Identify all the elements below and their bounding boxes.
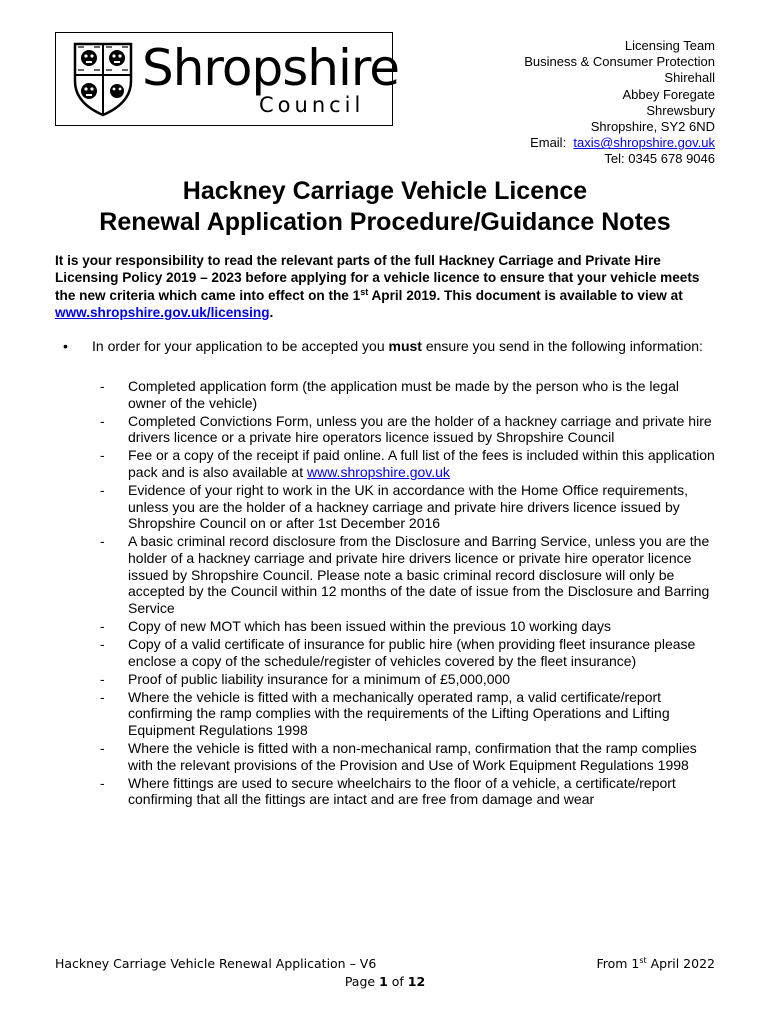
intro-sup: st — [360, 286, 369, 297]
requirement-item — [100, 740, 720, 773]
page-label: Page — [344, 974, 380, 989]
dash-marker: - — [100, 635, 105, 652]
requirement-text: Fee or a copy of the receipt if paid online. A full list of the fees is included within this application pack and is also available at — [128, 447, 715, 480]
dash-marker: - — [100, 617, 105, 634]
address-building: Shirehall — [664, 70, 715, 86]
address-department: Business & Consumer Protection — [524, 54, 715, 70]
document-title — [0, 176, 770, 238]
address-email-line — [524, 135, 715, 151]
logo-subword: Council — [259, 93, 365, 117]
address-county-postcode: Shropshire, SY2 6ND — [590, 119, 715, 135]
footer-date-after: April 2022 — [646, 956, 715, 971]
page-current: 1 — [379, 974, 388, 989]
requirement-text: Where the vehicle is fitted with a mechanically operated ramp, a valid certificate/report confirming the ramp complies with the requirements of the Lifting Operations and Lifting Equipment Regulations 1998 — [128, 688, 670, 738]
footer-effective-date — [596, 956, 715, 971]
requirement-text: Evidence of your right to work in the UK in accordance with the Home Office requirements, unless you are the holder of a hackney carriage and private hire drivers licence issued by Shropshire Council on or after 1st December 2016 — [128, 482, 689, 532]
requirement-item — [100, 447, 720, 480]
requirement-item — [100, 482, 720, 532]
page-number — [0, 974, 770, 989]
logo-wordmark: Shropshire — [142, 39, 400, 97]
fees-link[interactable]: www.shropshire.gov.uk — [307, 463, 450, 480]
requirement-text: A basic criminal record disclosure from the Disclosure and Barring Service, unless you are the holder of a hackney carriage and private hire drivers licence or private hire operator licence issued by Shropshire Council. Please note a basic criminal record disclosure will only be accepted by the Council within 12 months of the date of issue from the Disclosure and Barring Service — [128, 533, 710, 616]
bullet-text — [92, 338, 717, 355]
intro-end: . — [269, 305, 274, 321]
footer-document-name: Hackney Carriage Vehicle Renewal Application – V6 — [55, 956, 377, 971]
address-team: Licensing Team — [624, 38, 715, 53]
requirement-item — [100, 618, 720, 635]
title-line-2: Renewal Application Procedure/Guidance Notes — [99, 208, 671, 236]
requirement-text: Copy of a valid certificate of insurance for public hire (when providing fleet insurance please enclose a copy of the schedule/register of vehicles covered by the fleet insurance) — [128, 635, 696, 669]
requirement-text: Proof of public liability insurance for a minimum of £5,000,000 — [128, 670, 511, 687]
intro-text-2: April 2019. This document is available to view at — [368, 287, 683, 303]
requirement-item — [100, 636, 720, 669]
intro-paragraph — [55, 252, 720, 322]
page-of: of — [387, 974, 408, 989]
requirement-text: Where the vehicle is fitted with a non-mechanical ramp, confirmation that the ramp complies with the relevant provisions of the Provision and Use of Work Equipment Regulations 1998 — [128, 739, 697, 773]
bullet-emphasis: must — [388, 338, 422, 354]
dash-marker: - — [100, 533, 105, 550]
dash-marker: - — [100, 688, 105, 705]
requirement-item — [100, 671, 720, 688]
dash-marker: - — [100, 774, 105, 791]
requirement-text: Where fittings are used to secure wheelchairs to the floor of a vehicle, a certificate/report confirming that all the fittings are intact and are free from damage and wear — [128, 774, 676, 808]
bullet-icon: • — [63, 338, 68, 354]
requirement-item — [100, 413, 720, 446]
address-tel: Tel: 0345 678 9046 — [604, 151, 715, 167]
council-logo — [55, 32, 400, 126]
dash-marker: - — [100, 670, 105, 687]
requirement-item — [100, 775, 720, 808]
dash-marker: - — [100, 482, 105, 499]
email-label: Email: — [530, 135, 567, 151]
address-street: Abbey Foregate — [622, 86, 715, 102]
footer-date-sup: st — [639, 956, 647, 965]
title-line-1: Hackney Carriage Vehicle Licence — [182, 177, 588, 205]
requirement-text: Completed application form (the application must be made by the person who is the legal owner of the vehicle) — [128, 378, 679, 411]
bullet-text-before: In order for your application to be accepted you — [92, 338, 389, 354]
requirement-item — [100, 689, 720, 739]
requirement-item — [100, 378, 720, 411]
contact-address — [524, 38, 715, 168]
crest-icon — [72, 41, 134, 117]
dash-marker: - — [100, 378, 105, 394]
dash-marker: - — [100, 447, 105, 464]
email-link[interactable]: taxis@shropshire.gov.uk — [573, 135, 715, 151]
dash-marker: - — [100, 739, 105, 756]
requirements-list — [100, 378, 720, 809]
intro-text-1: It is your responsibility to read the relevant parts of the full Hackney Carriage and Private Hire Licensing Policy 2019 – 2023 before applying for a vehicle licence to ensure that your vehicle meets the new criteria which came into effect on the 1 — [55, 253, 700, 303]
page-total: 12 — [407, 974, 426, 989]
requirement-item — [100, 533, 720, 616]
requirement-text: Copy of new MOT which has been issued within the previous 10 working days — [128, 617, 611, 634]
dash-marker: - — [100, 412, 105, 429]
licensing-link[interactable]: www.shropshire.gov.uk/licensing — [55, 305, 270, 321]
requirement-text: Completed Convictions Form, unless you are the holder of a hackney carriage and private hire drivers licence or a private hire operators licence issued by Shropshire Council — [128, 412, 712, 446]
footer-date-before: From 1 — [596, 956, 640, 971]
bullet-text-after: ensure you send in the following information: — [421, 338, 703, 354]
address-town: Shrewsbury — [646, 102, 715, 118]
